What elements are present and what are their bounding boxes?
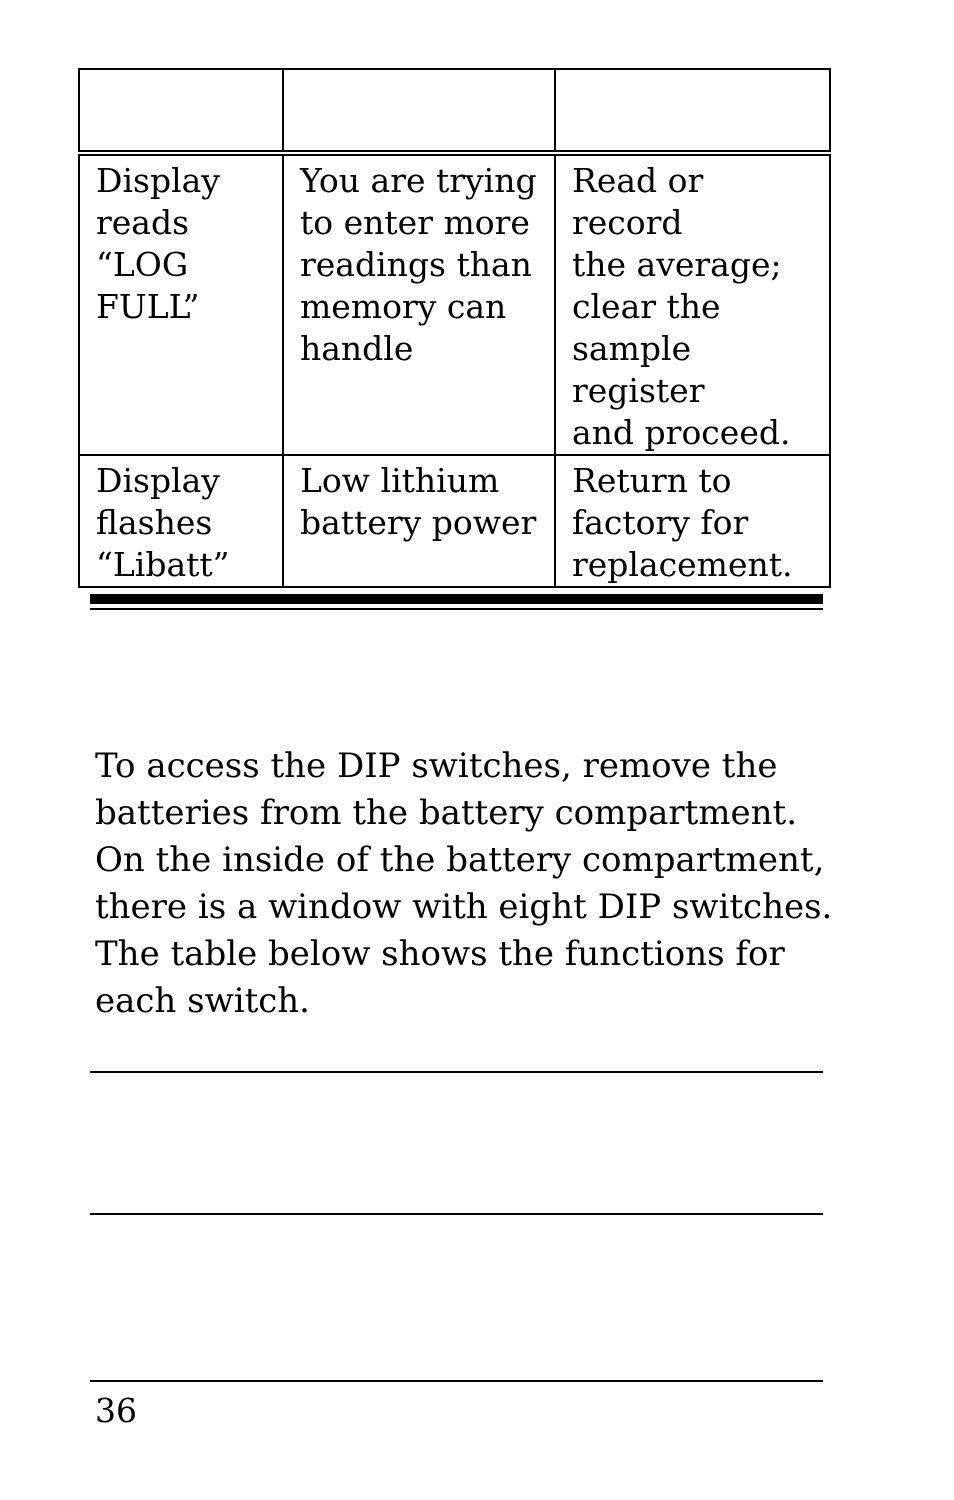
symptom-text: Display flashes “Libatt”: [96, 461, 230, 584]
section-divider-thin: [90, 608, 823, 610]
table-header-row: [79, 69, 830, 153]
remedy-text: Read or record the average; clear the sample register and proceed.: [572, 161, 791, 452]
page-number: 36: [95, 1391, 137, 1430]
cause-cell: [283, 455, 555, 587]
symptom-cell: [79, 153, 283, 455]
remedy-cell: [555, 153, 830, 455]
cause-cell: [283, 153, 555, 455]
table-header-rule: [90, 1213, 823, 1215]
table-top-rule: [90, 1071, 823, 1073]
header-cause: [283, 69, 555, 153]
cause-text: Low lithium battery power: [300, 461, 537, 542]
cause-text: You are trying to enter more readings than memory can handle: [300, 161, 537, 368]
table-row: [79, 455, 830, 587]
header-remedy: [555, 69, 830, 153]
header-symptom: [79, 69, 283, 153]
dip-switch-intro: To access the DIP switches, remove the batteries from the battery compartment. On the inside of the battery compartment, there is a window with eight DIP switches. The table below shows the functions for each switch.: [95, 746, 833, 1021]
remedy-cell: [555, 455, 830, 587]
troubleshooting-table: [78, 68, 831, 588]
symptom-cell: [79, 455, 283, 587]
remedy-text: Return to factory for replacement.: [572, 461, 793, 584]
table-row: [79, 153, 830, 455]
symptom-text: Display reads “LOG FULL”: [96, 161, 220, 326]
footer-rule: [90, 1380, 823, 1382]
section-divider-thick: [90, 594, 823, 604]
